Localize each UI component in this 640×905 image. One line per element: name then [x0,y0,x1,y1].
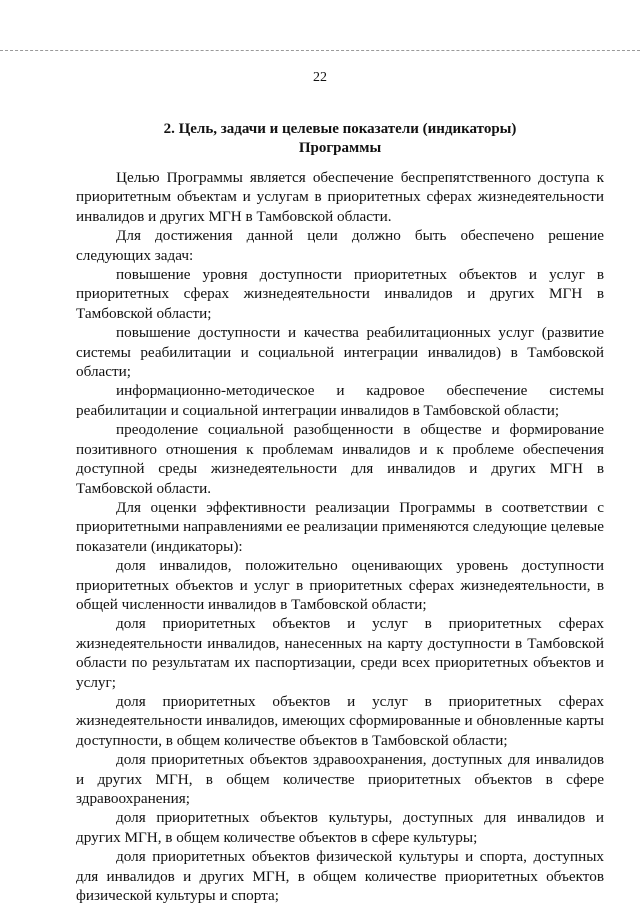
section-heading-line-1: 2. Цель, задачи и целевые показатели (индикаторы) [163,121,517,137]
paragraph-indicator-2: доля приоритетных объектов и услуг в приоритетных сферах жизнедеятельности инвалидов, нанесенных на карту доступности в Тамбовской области по результатам их паспортизации, среди всех приоритетных объектов и услуг; [76,615,604,691]
page-number: 22 [313,70,327,85]
paragraph-task-1: повышение уровня доступности приоритетных объектов и услуг в приоритетных сферах жизнедеятельности инвалидов и других МГН в Тамбовской области; [76,266,604,322]
paragraph-goal: Целью Программы является обеспечение беспрепятственного доступа к приоритетным объектам и услугам в приоритетных сферах жизнедеятельности инвалидов и других МГН в Тамбовской области. [76,169,604,225]
paragraph-task-2: повышение доступности и качества реабилитационных услуг (развитие системы реабилитации и социальной интеграции инвалидов) в Тамбовской области; [76,324,604,381]
paragraph-indicator-3: доля приоритетных объектов и услуг в приоритетных сферах жизнедеятельности инвалидов, имеющих сформированные и обновленные карты доступности, в общем количестве объектов в Тамбовской области; [76,692,604,749]
paragraph-tasks-intro: Для достижения данной цели должно быть обеспечено решение следующих задач: [76,227,604,264]
paragraph-task-4: преодоление социальной разобщенности в обществе и формирование позитивного отношения к проблемам инвалидов и к проблеме обеспечения доступной среды жизнедеятельности для инвалидов и других МГН в Тамбовской области. [76,421,604,497]
paragraph-indicator-1: доля инвалидов, положительно оценивающих уровень доступности приоритетных объектов и услуг в приоритетных сферах жизнедеятельности, в общей численности инвалидов в Тамбовской области; [76,557,604,613]
paragraph-indicator-4: доля приоритетных объектов здравоохранения, доступных для инвалидов и других МГН, в общем количестве приоритетных объектов в сфере здравоохранения; [76,751,604,807]
paragraph-task-3: информационно-методическое и кадровое обеспечение системы реабилитации и социальной интеграции инвалидов в Тамбовской области; [76,382,604,419]
paragraph-indicator-6: доля приоритетных объектов физической культуры и спорта, доступных для инвалидов и других МГН, в общем количестве приоритетных объектов физической культуры и спорта; [76,848,604,905]
section-heading-line-2: Программы [298,140,382,156]
section-heading [76,120,604,158]
page-top-rule [0,50,640,51]
paragraph-indicator-5: доля приоритетных объектов культуры, доступных для инвалидов и других МГН, в общем количестве объектов в сфере культуры; [76,809,604,846]
paragraph-indicators-intro: Для оценки эффективности реализации Программы в соответствии с приоритетными направлениями ее реализации применяются следующие целевые показатели (индикаторы): [76,498,604,555]
document-body [76,168,604,905]
